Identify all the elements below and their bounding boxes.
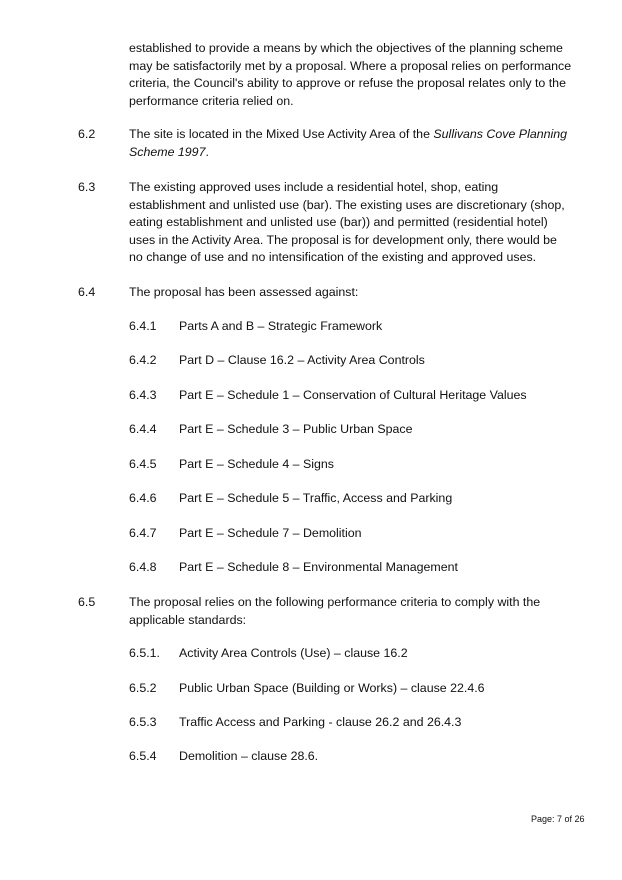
section-text-6-2-plain: The site is located in the Mixed Use Activity Area of the [129, 127, 434, 141]
section-number-6-3: 6.3 [78, 180, 96, 194]
list-item-number: 6.5.3 [129, 715, 157, 729]
list-item-number: 6.5.4 [129, 749, 157, 763]
list-item-number: 6.4.4 [129, 422, 157, 436]
list-item-number: 6.4.7 [129, 526, 157, 540]
list-item-text: Part E – Schedule 1 – Conservation of Cultural Heritage Values [179, 388, 527, 402]
section-number-6-5: 6.5 [78, 595, 96, 609]
list-item-text: Part D – Clause 16.2 – Activity Area Controls [179, 353, 425, 367]
section-text-6-5: The proposal relies on the following performance criteria to comply with the applicable standards: [129, 595, 541, 627]
section-text-6-2-end: . [205, 144, 209, 159]
list-item-number: 6.4.5 [129, 457, 157, 471]
list-item-number: 6.5.2 [129, 681, 157, 695]
list-item-text: Part E – Schedule 3 – Public Urban Space [179, 422, 413, 436]
list-item-text: Activity Area Controls (Use) – clause 16.2 [179, 646, 408, 660]
section-text-6-2 [129, 126, 574, 161]
intro-paragraph: established to provide a means by which the objectives of the planning scheme may be satisfactorily met by a proposal. Where a proposal relies on performance criteria, the Council's ability to approve or refuse the proposal relates only to the performance criteria relied on. [129, 41, 572, 108]
list-item-text: Public Urban Space (Building or Works) – clause 22.4.6 [179, 681, 485, 695]
list-item-number: 6.4.3 [129, 388, 157, 402]
section-text-6-4: The proposal has been assessed against: [129, 285, 359, 299]
list-item-number: 6.4.2 [129, 353, 157, 367]
list-item-text: Traffic Access and Parking - clause 26.2 and 26.4.3 [179, 715, 462, 729]
list-item-number: 6.4.6 [129, 491, 157, 505]
list-item-text: Part E – Schedule 5 – Traffic, Access and Parking [179, 491, 453, 505]
section-number-6-4: 6.4 [78, 285, 96, 299]
list-item-number: 6.4.1 [129, 319, 157, 333]
scheme-title-italic: Sullivans Cove Planning Scheme 1997 [129, 127, 568, 159]
page-number: Page: 7 of 26 [531, 814, 585, 824]
section-number-6-2: 6.2 [78, 127, 96, 141]
list-item-text: Part E – Schedule 8 – Environmental Management [179, 560, 458, 574]
list-item-number: 6.5.1. [129, 646, 161, 660]
list-item-text: Parts A and B – Strategic Framework [179, 319, 383, 333]
list-item-text: Part E – Schedule 7 – Demolition [179, 526, 362, 540]
section-text-6-3: The existing approved uses include a residential hotel, shop, eating establishment and unlisted use (bar). The existing uses are discretionary (shop, eating establishment and unlisted use (bar)) and permitted (residential hotel) uses in the Activity Area. The proposal is for development only, there would be no change of use and no intensification of the existing and approved uses. [129, 180, 565, 264]
list-item-number: 6.4.8 [129, 560, 157, 574]
list-item-text: Part E – Schedule 4 – Signs [179, 457, 334, 471]
list-item-text: Demolition – clause 28.6. [179, 749, 319, 763]
